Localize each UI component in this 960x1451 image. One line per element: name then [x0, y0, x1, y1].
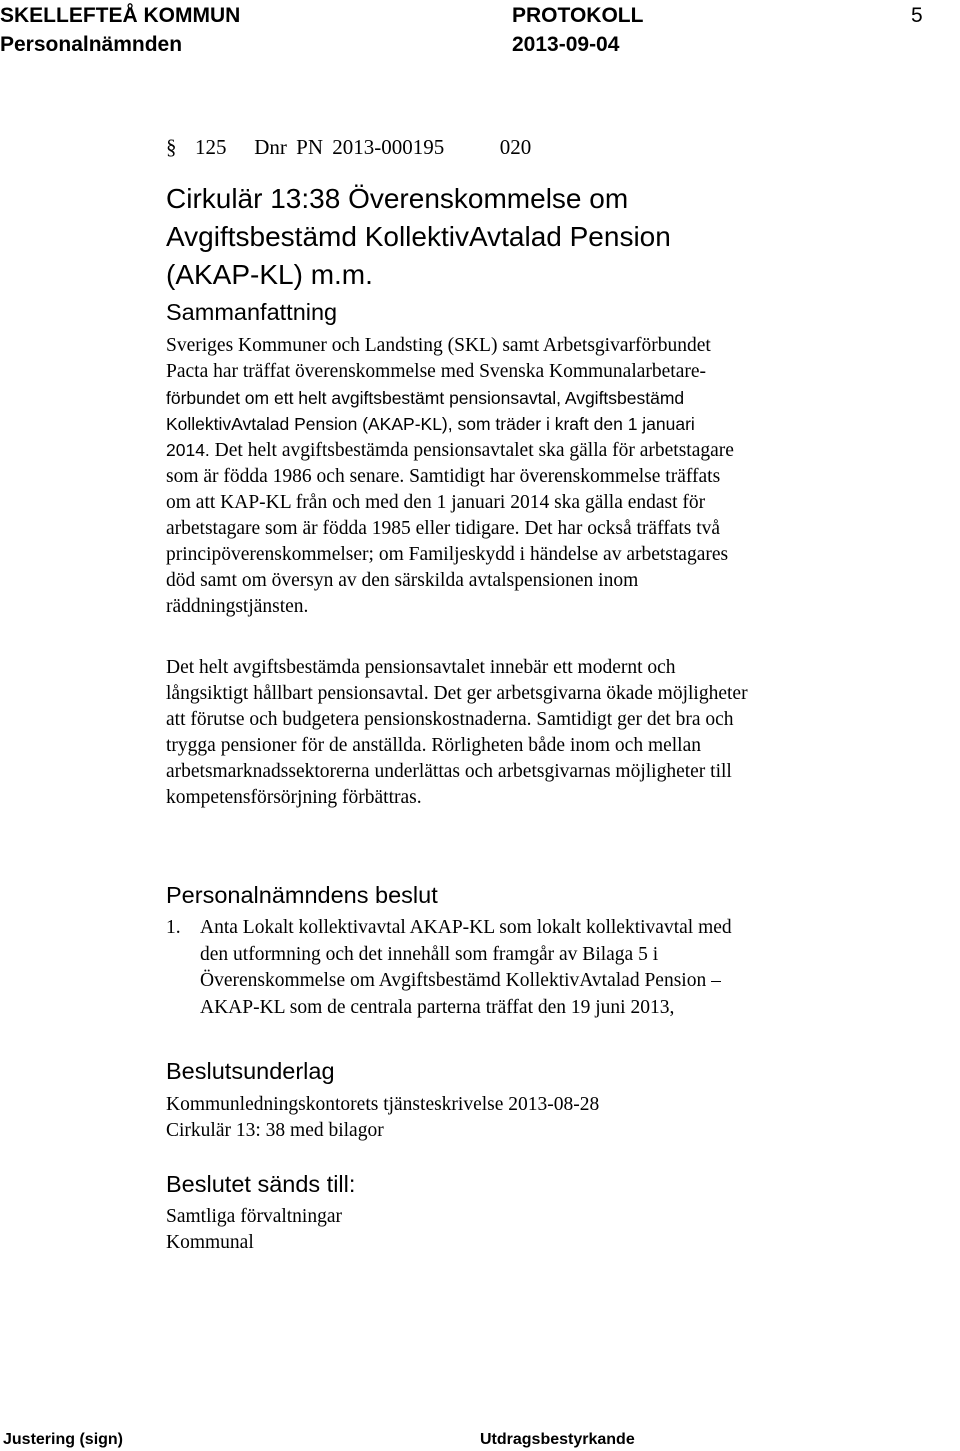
footer-signature-label: Justering (sign) [3, 1431, 124, 1448]
text-line: Cirkulär 13: 38 med bilagor [166, 1120, 384, 1141]
summary-paragraph [166, 333, 806, 620]
text-line: om att KAP-KL från och med den 1 januari 2014 ska gälla endast för [166, 492, 706, 513]
text-line: räddningstjänsten. [166, 596, 309, 617]
footer-certification-label: Utdragsbestyrkande [480, 1431, 635, 1448]
text-line: kompetensförsörjning förbättras. [166, 787, 422, 808]
text-run: Det helt avgiftsbestämda pensionsavtalet ska gälla för arbetstagare [209, 440, 734, 461]
sent-to-heading: Beslutet sänds till: [166, 1171, 356, 1197]
text-line: Samtliga förvaltningar [166, 1206, 342, 1227]
list-item-number: 1. [166, 917, 181, 938]
text-line: Kommunledningskontorets tjänsteskrivelse 2013-08-28 [166, 1094, 600, 1115]
page-title [166, 180, 926, 294]
text-run: Samtidigt har överenskommelse träffats [404, 466, 721, 487]
text-line: trygga pensioner för de anställda. Rörligheten både inom och mellan [166, 735, 702, 756]
text-line: Det helt avgiftsbestämda pensionsavtalet innebär ett modernt och [166, 657, 676, 678]
header-doc-type: PROTOKOLL [512, 4, 644, 27]
title-line: (AKAP-KL) m.m. [166, 259, 373, 290]
list-item [200, 915, 866, 1021]
archive-code: 020 [499, 135, 532, 159]
text-line: att förutse och budgetera pensionskostnaderna. Samtidigt ger det bra och [166, 709, 734, 730]
text-line: Kommunal [166, 1232, 254, 1253]
title-line: Cirkulär 13:38 Överenskommelse om [166, 183, 629, 214]
dnr-number: Dnr PN 2013-000195 [254, 135, 445, 159]
header-org: SKELLEFTEÅ KOMMUN [0, 4, 241, 27]
text-line: den utformning och det innehåll som framgår av Bilaga 5 i [200, 943, 659, 965]
text-line: Anta Lokalt kollektivavtal AKAP-KL som lokalt kollektivavtal med [200, 917, 732, 938]
decision-heading: Personalnämndens beslut [166, 882, 438, 908]
text-line: KollektivAvtalad Pension (AKAP-KL), som träder i kraft den 1 januari [166, 414, 695, 434]
paragraph-reference [166, 133, 531, 161]
text-line: Pacta har träffat överenskommelse med Svenska Kommunalarbetare- [166, 361, 707, 382]
text-line: Sveriges Kommuner och Landsting (SKL) samt Arbetsgivarförbundet [166, 335, 711, 356]
text-run: 2014. [166, 440, 210, 460]
basis-heading: Beslutsunderlag [166, 1058, 335, 1084]
sent-to-list [166, 1204, 342, 1256]
text-line: arbetsmarknadssektorerna underlättas och arbetsgivarnas möjligheter till [166, 761, 732, 782]
text-line: Överenskommelse om Avgiftsbestämd KollektivAvtalad Pension – [200, 970, 721, 991]
header-date: 2013-09-04 [512, 33, 620, 56]
text-run: som är födda 1986 och senare. [166, 466, 405, 487]
section-symbol: § [166, 135, 177, 159]
text-line: långsiktigt hållbart pensionsavtal. Det ger arbetsgivarna ökade möjligheter [166, 683, 748, 704]
text-run: Det har också träffats två [519, 518, 721, 539]
header-committee: Personalnämnden [0, 33, 183, 56]
summary-paragraph-2 [166, 655, 806, 811]
summary-heading: Sammanfattning [166, 299, 338, 325]
text-line: förbundet om ett helt avgiftsbestämt pensionsavtal, Avgiftsbestämd [166, 388, 685, 408]
decision-list [166, 915, 866, 1021]
header-page-number: 5 [911, 4, 923, 27]
text-line: AKAP-KL som de centrala parterna träffat den 19 juni 2013, [200, 996, 675, 1018]
text-line: principöverenskommelser; om Familjeskydd i händelse av arbetstagares [166, 544, 729, 565]
paragraph-number: 125 [195, 135, 227, 159]
title-line: Avgiftsbestämd KollektivAvtalad Pension [166, 221, 671, 252]
text-line: död samt om översyn av den särskilda avtalspensionen inom [166, 570, 639, 591]
basis-list [166, 1092, 599, 1144]
text-run: arbetstagare som är födda 1985 eller tidigare. [166, 518, 520, 539]
